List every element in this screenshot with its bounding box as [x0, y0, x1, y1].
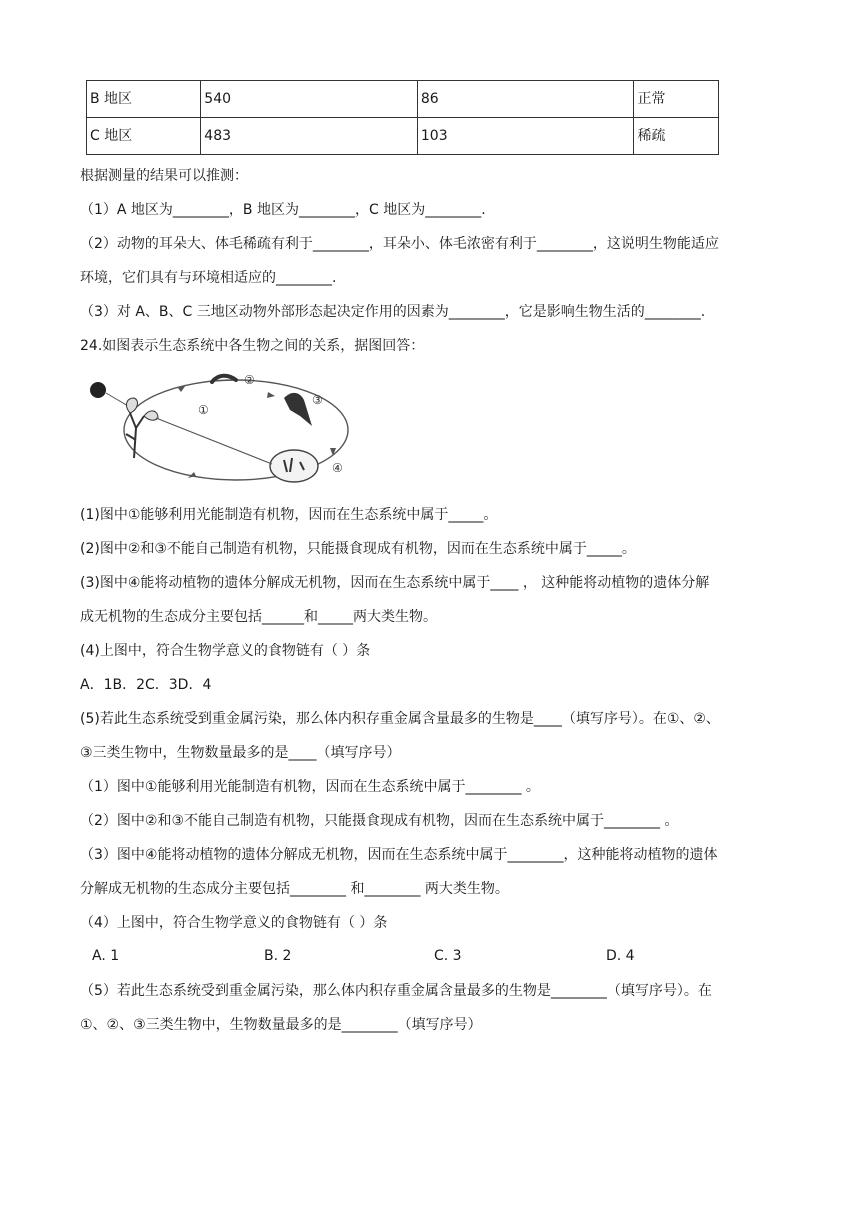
table-cell: B 地区 [87, 81, 201, 118]
table-row [87, 118, 719, 155]
question-line: （5）若此生态系统受到重金属污染，那么体内积存重金属含量最多的生物是________（填写序号）。在 [80, 983, 712, 999]
question-line: （2）图中②和③不能自己制造有机物，只能摄食现成有机物，因而在生态系统中属于________ 。 [80, 813, 679, 829]
question-line: ①、②、③三类生物中，生物数量最多的是________（填写序号） [80, 1017, 482, 1033]
table-cell: 540 [201, 81, 418, 118]
leaf-icon [127, 398, 138, 413]
question-line: （1）图中①能够利用光能制造有机物，因而在生态系统中属于________ 。 [80, 779, 540, 795]
figure-label-1: ① [198, 403, 209, 417]
figure-label-2: ② [244, 373, 255, 387]
figure-label-3: ③ [312, 393, 323, 407]
bird-icon [284, 393, 312, 426]
question-heading: 24.如图表示生态系统中各生物之间的关系，据图回答： [80, 338, 425, 354]
text-line: 根据测量的结果可以推测： [80, 168, 248, 184]
option-c: C. 3 [434, 948, 462, 964]
question-line: (1)图中①能够利用光能制造有机物，因而在生态系统中属于_____。 [80, 507, 498, 523]
table-row [87, 81, 719, 118]
question-line: (4)上图中，符合生物学意义的食物链有（ ）条 [80, 643, 371, 659]
question-line: 环境，它们具有与环境相适应的________. [80, 270, 337, 286]
question-line: (2)图中②和③不能自己制造有机物，只能摄食现成有机物，因而在生态系统中属于_____。 [80, 541, 636, 557]
question-line: （3）图中④能将动植物的遗体分解成无机物，因而在生态系统中属于________，这种能将动植物的遗体 [80, 847, 718, 863]
arrow-icon [267, 392, 275, 398]
ecosystem-diagram-svg [86, 368, 358, 486]
sun-icon [90, 382, 106, 398]
question-line: (5)若此生态系统受到重金属污染，那么体内积存重金属含量最多的生物是____（填写序号）。在①、②、 [80, 711, 720, 727]
table-cell: 103 [417, 118, 634, 155]
question-line: ③三类生物中，生物数量最多的是____（填写序号） [80, 745, 401, 761]
option-d: D. 4 [606, 948, 635, 964]
sunlight-arrow [106, 393, 128, 406]
table-cell: C 地区 [87, 118, 201, 155]
ecosystem-diagram [86, 368, 358, 486]
question-line: 分解成无机物的生态成分主要包括________ 和________ 两大类生物。 [80, 881, 509, 897]
table-cell: 86 [417, 81, 634, 118]
option-a: A. 1 [92, 948, 120, 964]
figure-label-4: ④ [332, 461, 343, 475]
plant-icon [126, 413, 144, 458]
question-line: （3）对 A、B、C 三地区动物外部形态起决定作用的因素为________，它是影响生物生活的________. [80, 304, 706, 320]
question-line: （4）上图中，符合生物学意义的食物链有（ ）条 [80, 915, 388, 931]
option-b: B. 2 [264, 948, 292, 964]
inner-arrow [156, 418, 272, 464]
question-line: （1）A 地区为________，B 地区为________，C 地区为________. [80, 202, 486, 218]
question-line: (3)图中④能将动植物的遗体分解成无机物，因而在生态系统中属于____ ， 这种能将动植物的遗体分解 [80, 575, 710, 591]
table-cell: 正常 [634, 81, 719, 118]
answer-options: A．1B．2C．3D．4 [80, 677, 212, 693]
data-table [86, 80, 719, 155]
table-cell: 483 [201, 118, 418, 155]
leaf-icon [144, 411, 158, 420]
question-line: 成无机物的生态成分主要包括______和_____两大类生物。 [80, 609, 437, 625]
question-line: （2）动物的耳朵大、体毛稀疏有利于________，耳朵小、体毛浓密有利于________，这说明生物能适应 [80, 236, 719, 252]
decomposer-circle [270, 450, 318, 482]
table-cell: 稀疏 [634, 118, 719, 155]
arrow-icon [330, 448, 336, 456]
